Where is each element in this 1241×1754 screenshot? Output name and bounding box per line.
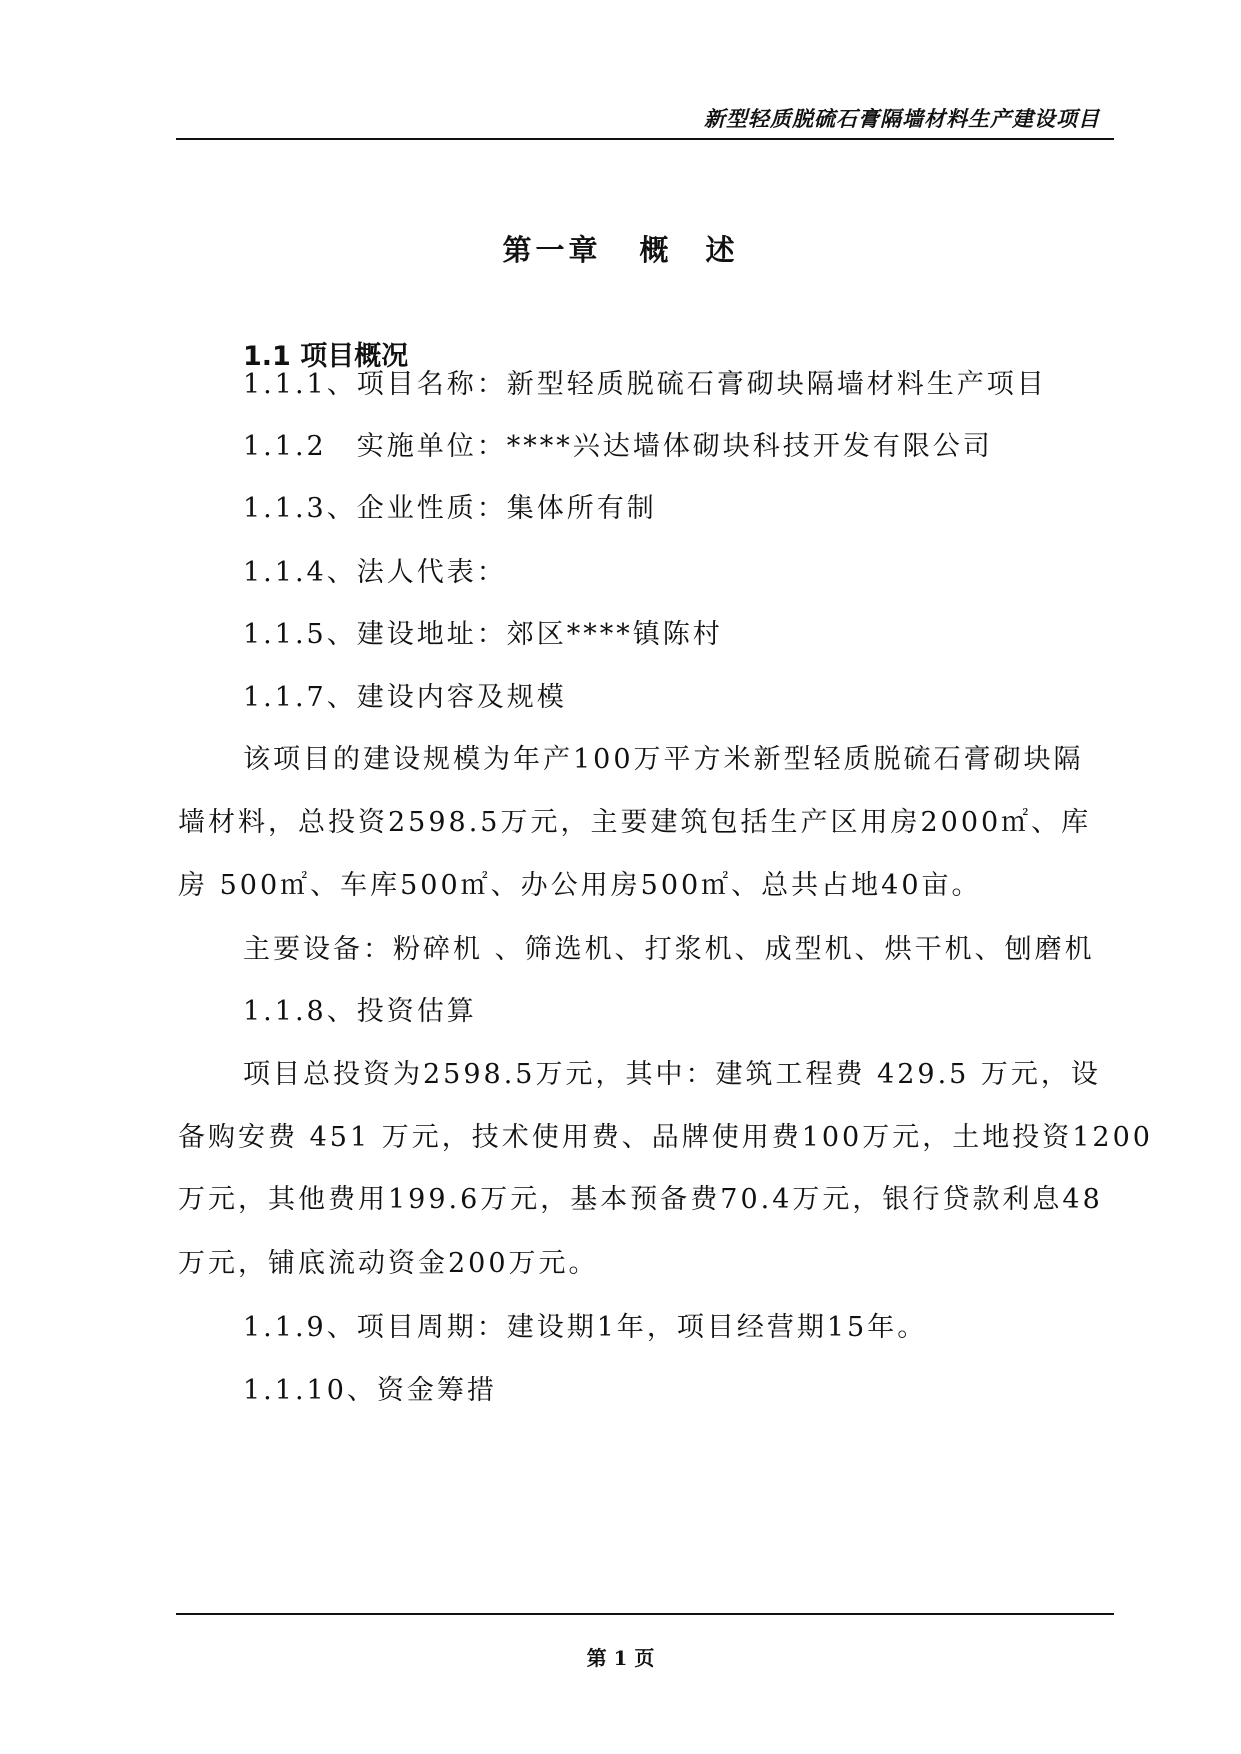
chapter-heading [0, 228, 1241, 269]
section-heading: 1.1 项目概况 [243, 341, 409, 372]
paragraph-line: 房 500㎡、车库500㎡、办公用房500㎡、总共占地40亩。 [178, 870, 982, 901]
item-implementing-unit: 1.1.2 实施单位：****兴达墙体砌块科技开发有限公司 [243, 431, 993, 462]
equipment-line: 主要设备：粉碎机 、筛选机、打浆机、成型机、烘干机、刨磨机 [243, 934, 1095, 965]
header-rule [176, 138, 1114, 140]
paragraph-line: 墙材料，总投资2598.5万元，主要建筑包括生产区用房2000㎡、库 [178, 807, 1092, 838]
paragraph-line: 备购安费 451 万元，技术使用费、品牌使用费100万元，土地投资1200 [178, 1122, 1153, 1153]
page-number: 第 1 页 [586, 1646, 655, 1670]
footer-rule [176, 1613, 1114, 1615]
paragraph-line: 项目总投资为2598.5万元，其中：建筑工程费 429.5 万元，设 [243, 1059, 1101, 1090]
item-project-name: 1.1.1、项目名称：新型轻质脱硫石膏砌块隔墙材料生产项目 [243, 369, 1047, 400]
item-construction-content: 1.1.7、建设内容及规模 [243, 682, 567, 713]
running-header: 新型轻质脱硫石膏隔墙材料生产建设项目 [704, 107, 1100, 131]
item-project-cycle: 1.1.9、项目周期：建设期1年，项目经营期15年。 [243, 1312, 928, 1343]
chapter-title: 概 述 [639, 233, 739, 267]
item-enterprise-nature: 1.1.3、企业性质：集体所有制 [243, 493, 657, 524]
item-construction-address: 1.1.5、建设地址：郊区****镇陈村 [243, 619, 723, 650]
paragraph-line: 该项目的建设规模为年产100万平方米新型轻质脱硫石膏砌块隔 [243, 744, 1084, 775]
paragraph-line: 万元，其他费用199.6万元，基本预备费70.4万元，银行贷款利息48 [178, 1184, 1103, 1215]
item-fund-raising: 1.1.10、资金筹措 [243, 1375, 497, 1406]
paragraph-line: 万元，铺底流动资金200万元。 [178, 1248, 599, 1279]
item-legal-representative: 1.1.4、法人代表： [243, 557, 507, 588]
item-investment-estimate: 1.1.8、投资估算 [243, 996, 477, 1027]
chapter-number: 第一章 [502, 233, 602, 267]
